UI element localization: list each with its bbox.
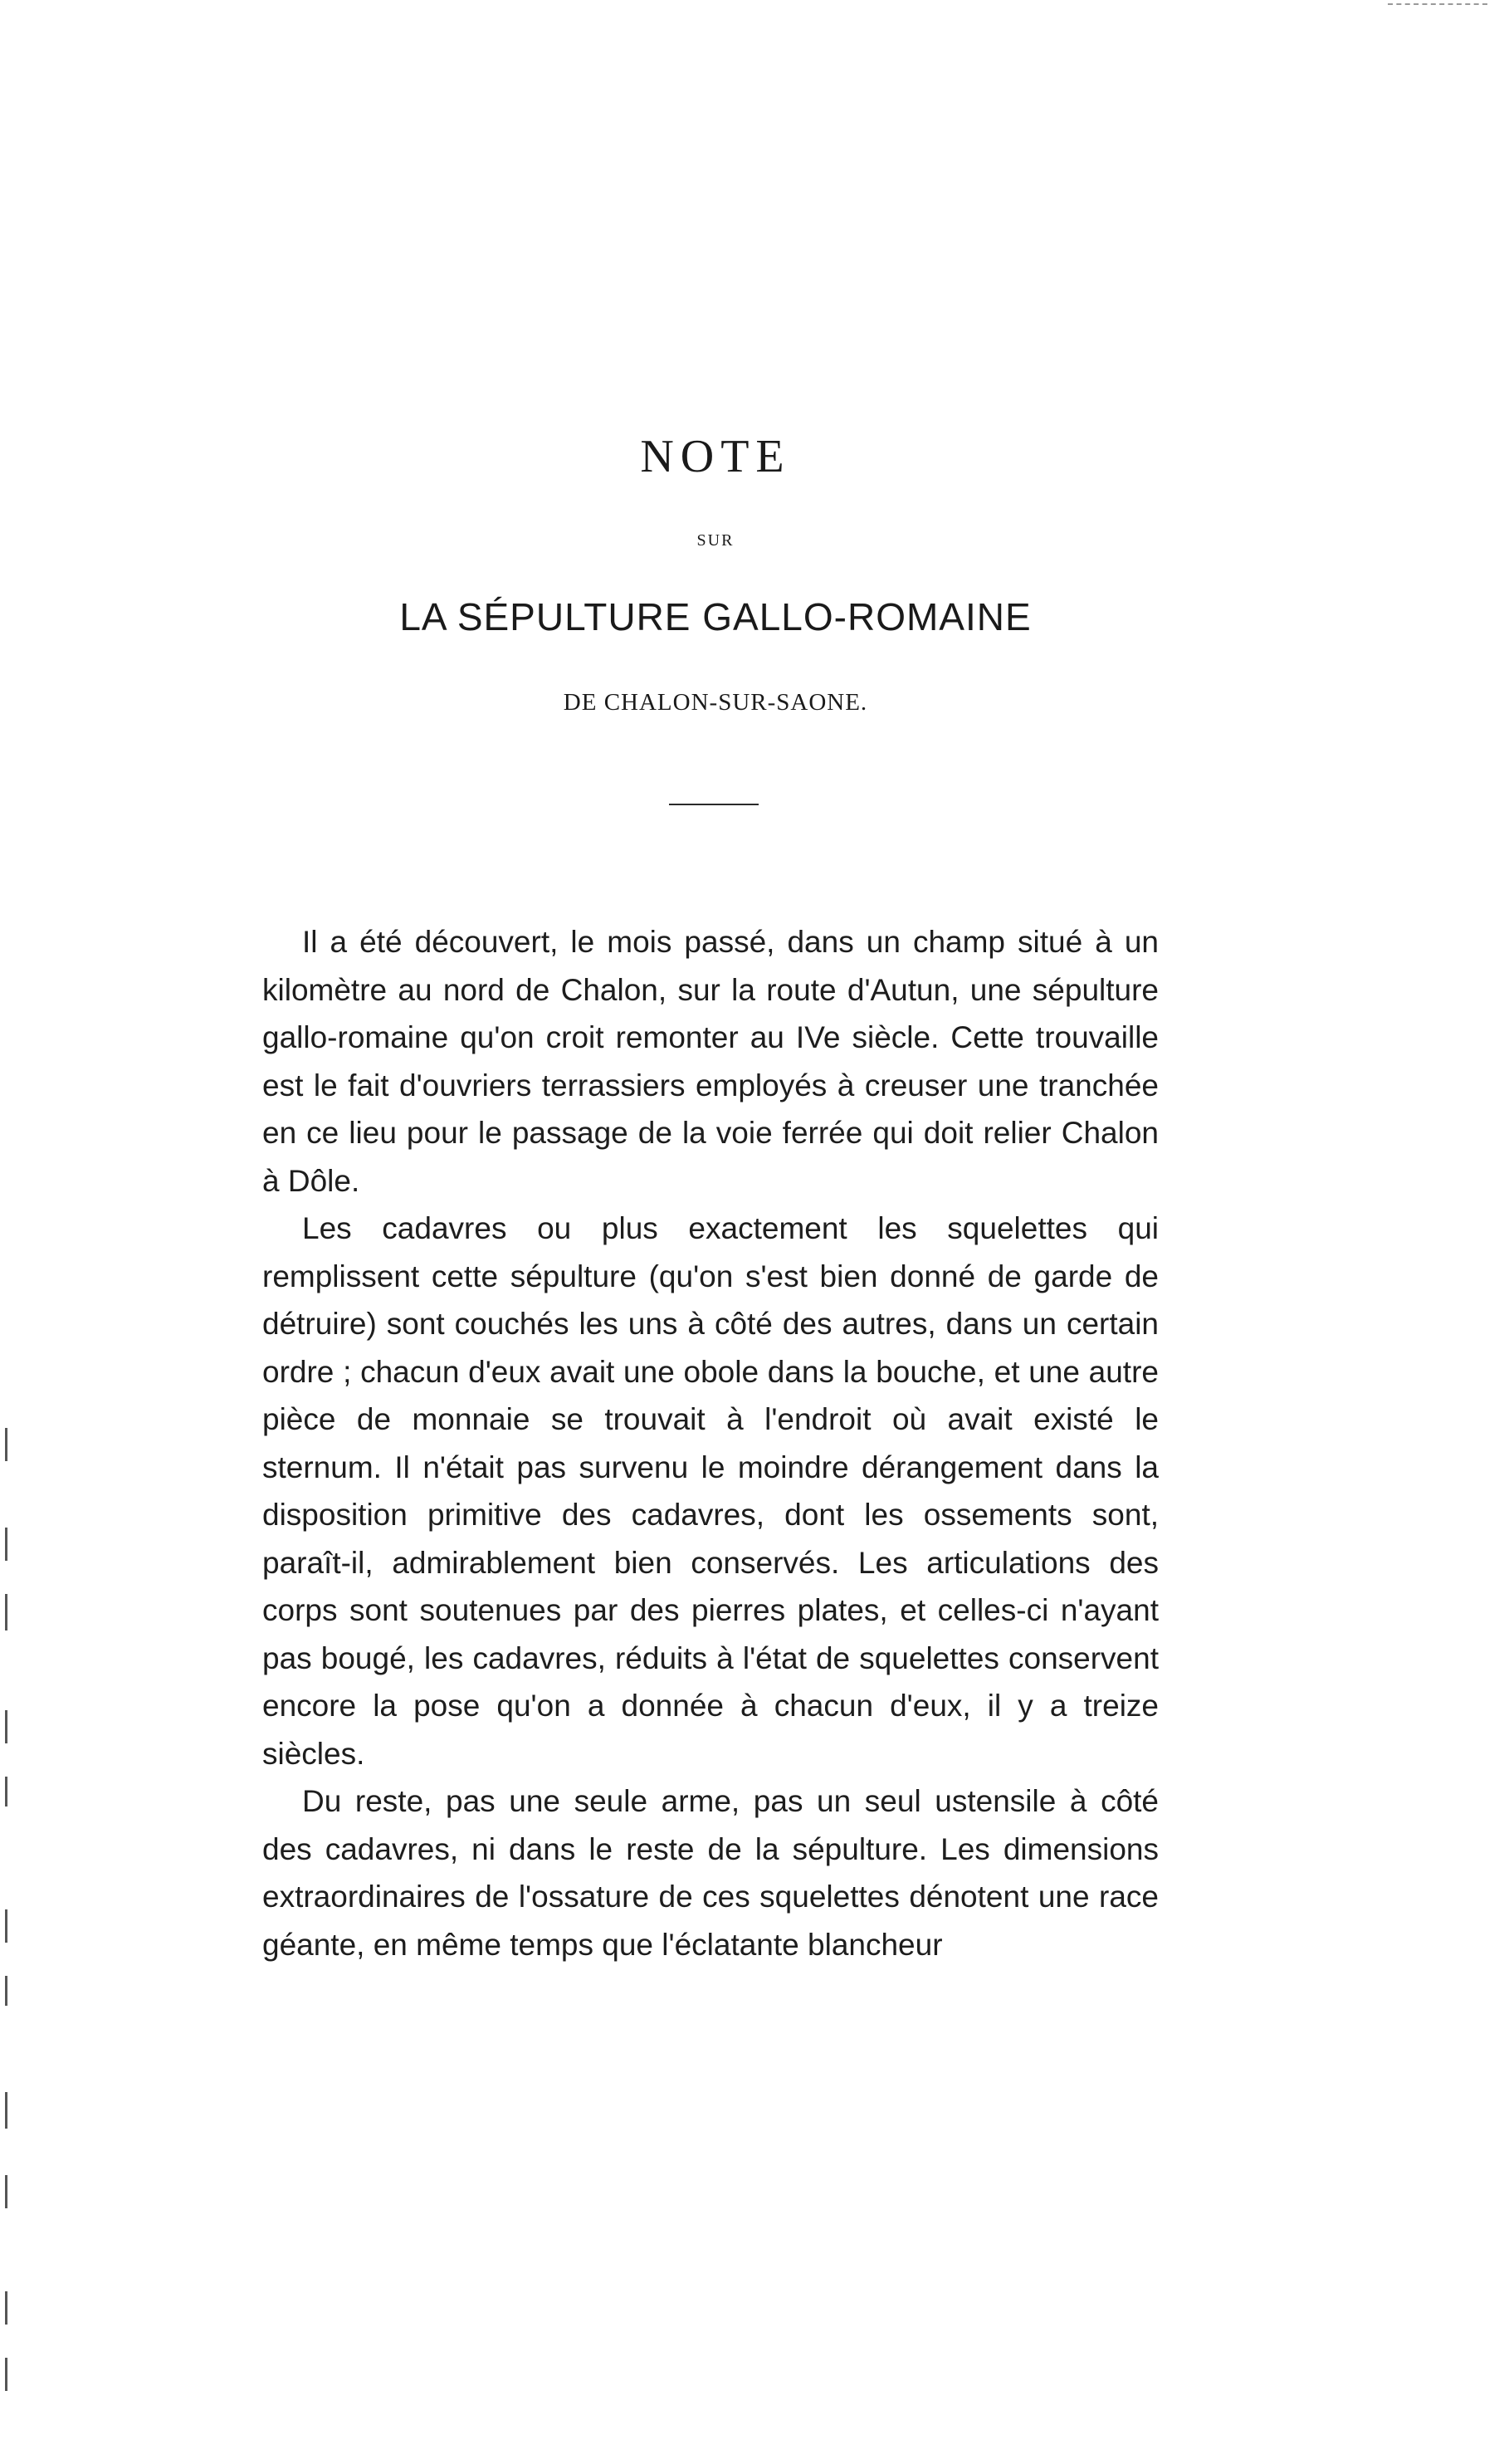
paragraph-1: Il a été découvert, le mois passé, dans un champ situé à un kilomètre au nord de Chalon, sur la route d'Autun, une sépulture gallo-romaine qu'on croit remonter au IVe siècle. Cette trouvaille est le fait d'ouvriers terrassiers employés à creuser une tranchée en ce lieu pour le passage de la voie ferrée qui doit relier Chalon à Dôle. [262,925,1159,1198]
scan-margin-marks [5,1428,10,2441]
scan-edge-mark [1388,3,1487,7]
title-divider [669,804,759,805]
paragraph-2: Les cadavres ou plus exactement les squelettes qui remplissent cette sépulture (qu'on s'est bien donné de garde de détruire) sont couchés les uns à côté des autres, dans un certain ordre ; chacun d'eux avait une obole dans la bouche, et une autre pièce de monnaie se trouvait à l'endroit où avait existé le sternum. Il n'était pas survenu le moindre dérangement dans la disposition primitive des cadavres, dont les ossements sont, paraît-il, admirablement bien conservés. Les articulations des corps sont soutenues par des pierres plates, et celles-ci n'ayant pas bougé, les cadavres, réduits à l'état de squelettes conservent encore la pose qu'on a donnée à chacun d'eux, il y a treize siècles. [262,1211,1159,1771]
body-text [262,918,1159,1968]
paragraph-3: Du reste, pas une seule arme, pas un seul ustensile à côté des cadavres, ni dans le reste de la sépulture. Les dimensions extraordinaires de l'ossature de ces squelettes dénotent une race géante, en même temps que l'éclatante blancheur [262,1784,1159,1962]
page-title-sur: SUR [696,531,735,550]
page-title-note: NOTE [640,431,791,482]
page-title-place: DE CHALON-SUR-SAONE. [563,689,868,716]
page-title-main: LA SÉPULTURE GALLO-ROMAINE [399,595,1032,638]
